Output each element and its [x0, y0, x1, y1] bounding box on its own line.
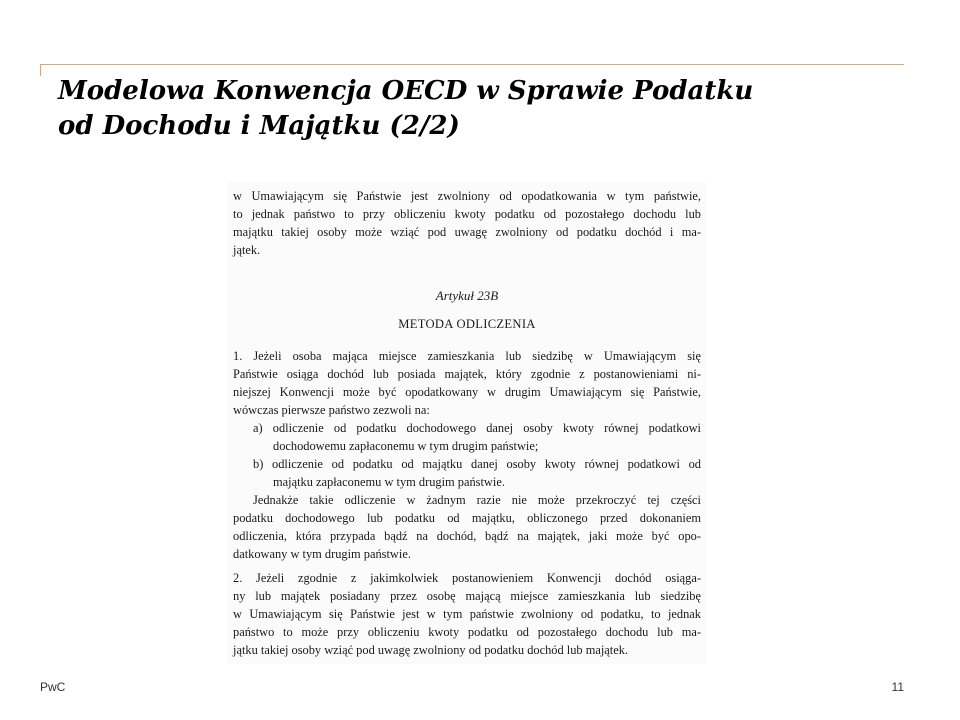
paragraph-line: ny lub majątek posiadany przez osobę mającą miejsce zamieszkania lub siedzibę	[233, 589, 701, 603]
footer-brand: PwC	[40, 680, 66, 694]
paragraph-line: niejszej Konwencji może być opodatkowany w drugim Umawiającym się Państwie,	[233, 385, 701, 399]
accent-rule	[40, 64, 904, 65]
paragraph-line: 2. Jeżeli zgodnie z jakimkolwiek postanowieniem Konwencji dochód osiąga-	[233, 571, 701, 585]
list-item-a: a) odliczenie od podatku dochodowego danej osoby kwoty równej podatkowi	[253, 421, 701, 435]
paragraph-line: 1. Jeżeli osoba mająca miejsce zamieszkania lub siedzibę w Umawiającym się	[233, 349, 701, 363]
document-scan	[227, 182, 707, 664]
slide-title-line-2: od Dochodu i Majątku (2/2)	[58, 111, 460, 141]
intro-line: to jednak państwo to przy obliczeniu kwoty podatku od pozostałego dochodu lub	[233, 207, 701, 221]
list-item-b-continued: majątku zapłaconemu w tym drugim państwie.	[273, 475, 505, 489]
list-item-b: b) odliczenie od podatku od majątku danej osoby kwoty równej podatkowi od	[253, 457, 701, 471]
paragraph-line: jątku takiej osoby wziąć pod uwagę zwolniony od podatku dochód lub majątek.	[233, 643, 629, 657]
intro-line: w Umawiającym się Państwie jest zwolniony od opodatkowania w tym państwie,	[233, 189, 701, 203]
paragraph-line: datkowany w tym drugim państwie.	[233, 547, 411, 561]
paragraph-line: odliczenia, która przypada bądź na dochód, bądź na majątek, jaki może być opo-	[233, 529, 701, 543]
accent-tick	[40, 64, 41, 76]
paragraph-line: w Umawiającym się Państwie jest w tym państwie zwolniony od podatku, to jednak	[233, 607, 701, 621]
intro-line: majątku takiej osoby może wziąć pod uwagę zwolniony od podatku dochód i ma-	[233, 225, 701, 239]
page-number: 11	[891, 680, 904, 694]
paragraph-line: wówczas pierwsze państwo zezwoli na:	[233, 403, 430, 417]
method-heading: METODA ODLICZENIA	[398, 317, 536, 331]
intro-line: jątek.	[233, 243, 261, 257]
article-heading: Artykuł 23B	[435, 288, 499, 303]
list-item-a-continued: dochodowemu zapłaconemu w tym drugim państwie;	[273, 439, 539, 453]
slide-title-line-1: Modelowa Konwencja OECD w Sprawie Podatku	[58, 76, 754, 106]
paragraph-line: państwo to może przy obliczeniu kwoty podatku od pozostałego dochodu lub ma-	[233, 625, 701, 639]
slide-title	[58, 74, 918, 144]
paragraph-line: podatku dochodowego lub podatku od majątku, obliczonego przed dokonaniem	[233, 511, 701, 525]
paragraph-line: Jednakże takie odliczenie w żadnym razie nie może przekroczyć tej części	[253, 493, 701, 507]
paragraph-line: Państwie osiąga dochód lub posiada majątek, który zgodnie z postanowieniami ni-	[233, 367, 701, 381]
